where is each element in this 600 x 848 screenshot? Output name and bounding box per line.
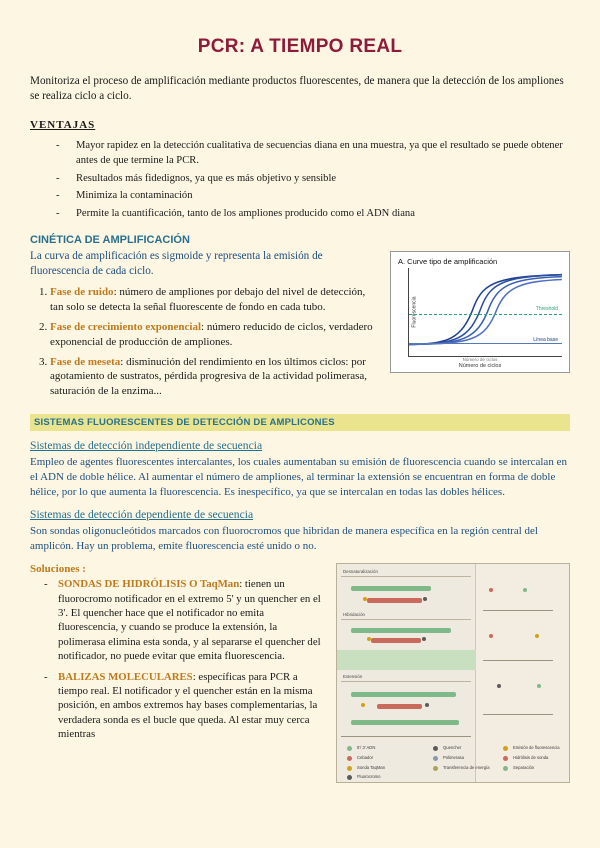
dependiente-body: Son sondas oligonucleótidos marcados con fluorocromos que hibridan de manera específica en la región central del amplicón. Hay un problema, emite fluorescencia esté unido o no.	[30, 524, 538, 552]
sistemas-band-heading: SISTEMAS FLUORESCENTES DE DETECCIÓN DE AMPLICONES	[30, 414, 570, 431]
legend-label: Transferencia de energía	[443, 765, 490, 771]
cinetica-section	[30, 249, 570, 404]
dna-strand	[351, 628, 451, 633]
dependiente-heading: Sistemas de detección dependiente de secuencia	[30, 507, 254, 521]
dna-strand	[351, 720, 459, 725]
list-item	[50, 320, 380, 350]
divider	[483, 610, 553, 611]
baseline-line	[409, 343, 562, 344]
phase-label: Fase de ruido	[50, 286, 114, 299]
cinetica-heading: CINÉTICA DE AMPLIFICACIÓN	[30, 234, 190, 247]
legend-label: 5'/ 3' ADN	[357, 745, 376, 751]
probe-strand	[367, 598, 422, 603]
solucion-text: : tienen un fluorocromo notificador en el extremo 5' y un quencher en el 3'. El quencher hace que el notificador no emita fluorescencia, y cuando se produce la extensión, la polimerasa elimina esta sonda, y al separarse el quencher del notificador, no puede evitar que emita fluorescencia.	[58, 578, 321, 663]
taqman-diagram-photo	[336, 563, 570, 783]
soluciones-list	[30, 577, 326, 741]
list-item	[44, 577, 326, 663]
divider	[341, 576, 471, 577]
probe-strand	[377, 704, 422, 709]
chart-y-axis-label: Fluorescencia	[411, 296, 418, 328]
chart-plot-area	[408, 268, 562, 357]
legend-label: Cebador	[357, 755, 374, 761]
figure-title: A. Curve tipo de amplificación	[398, 257, 498, 267]
legend-label: Polimerasa	[443, 755, 464, 761]
solucion-label: SONDAS DE HIDRÓLISIS O TaqMan	[58, 578, 240, 591]
highlight-band	[337, 650, 476, 670]
list-item: - Resultados más fidedignos, ya que es más objetivo y sensible	[56, 172, 570, 187]
phase-text: : número reducido de ciclos, verdadero exponencial de producción de ampliones.	[50, 320, 373, 348]
list-item	[50, 285, 380, 315]
chart-x-axis-sublabel: Número de ciclos	[462, 357, 498, 363]
solucion-label: BALIZAS MOLECULARES	[58, 670, 193, 683]
legend-label: Hidrólisis de sonda	[513, 755, 549, 761]
probe-strand	[371, 638, 421, 643]
baseline-label: Línea base	[533, 336, 558, 343]
page-title: PCR: A TIEMPO REAL	[197, 36, 403, 57]
ventajas-heading: VENTAJAS	[30, 118, 96, 131]
cinetica-phase-list	[30, 285, 380, 399]
photo-caption-extension: Extensión	[343, 674, 363, 680]
soluciones-text	[30, 561, 326, 747]
chart-x-axis-label: Número de ciclos	[458, 363, 502, 370]
list-item	[50, 355, 380, 400]
phase-text: : disminución del rendimiento en los últimos ciclos: por agotamiento de sustratos, pérdida progresiva de la actividad polimerasa, saturación de la enzima...	[50, 355, 368, 398]
dna-strand	[351, 586, 431, 591]
soluciones-section	[30, 561, 570, 783]
divider	[341, 619, 471, 620]
cinetica-text	[30, 249, 380, 404]
ventajas-list	[30, 139, 570, 222]
list-item: - Minimiza la contaminación	[56, 189, 570, 204]
list-item: - Permite la cuantificación, tanto de los ampliones producido como el ADN diana	[56, 207, 570, 222]
threshold-line	[409, 314, 562, 315]
cinetica-lead: La curva de amplificación es sigmoide y representa la emisión de fluorescencia de cada ciclo.	[30, 250, 323, 278]
photo-caption-desnaturalizacion: Desnaturalización	[343, 569, 378, 575]
legend-label: Separación	[513, 765, 535, 771]
solucion-text: : específicas para PCR a tiempo real. El notificador y el quencher están en la misma posición, en ambos extremos hay bases complementarias, la verdadera sonda es el bucle que queda. Al estar muy cerca mientras	[58, 670, 318, 740]
intro-paragraph: Monitoriza el proceso de amplificación mediante productos fluorescentes, de manera que la detección de los ampliones se realiza ciclo a ciclo.	[30, 75, 564, 103]
independiente-body: Empleo de agentes fluorescentes intercalantes, los cuales aumentaban su emisión de fluorescencia cuando se intercalan en el ADN de doble hélice. Al aumentar el número de ampliones, al terminar la extensión se encuentran en forma de doble hélice, por lo que aumenta la fluorescencia. Es inespecífico, ya que se intercalan en todas las dobles hélices.	[30, 456, 567, 498]
legend-label: Sonda TaqMan	[357, 765, 386, 771]
divider	[483, 714, 553, 715]
legend-label: Quencher	[443, 745, 462, 751]
independiente-heading: Sistemas de detección independiente de secuencia	[30, 439, 263, 453]
list-item	[44, 670, 326, 742]
photo-caption-hibridacion: Hibridación	[343, 612, 365, 618]
list-item: - Mayor rapidez en la detección cualitativa de secuencias diana en una muestra, ya que el resultado se puede obtener antes de que termine la PCR.	[56, 139, 570, 169]
divider	[341, 736, 471, 737]
divider	[341, 681, 471, 682]
legend-label: Emisión de fluorescencia	[513, 745, 560, 751]
dna-strand	[351, 692, 456, 697]
amplification-curve-figure	[390, 251, 570, 373]
soluciones-label: Soluciones :	[30, 563, 86, 576]
phase-label: Fase de meseta	[50, 355, 121, 368]
legend-label: Fluorocromo	[357, 774, 381, 780]
phase-text: : número de ampliones por debajo del nivel de detección, tan solo se detecta la señal fluorescente de fondo en cada tubo.	[50, 286, 366, 314]
threshold-label: Threshold	[535, 305, 558, 312]
phase-label: Fase de crecimiento exponencial	[50, 320, 202, 333]
divider	[483, 660, 553, 661]
